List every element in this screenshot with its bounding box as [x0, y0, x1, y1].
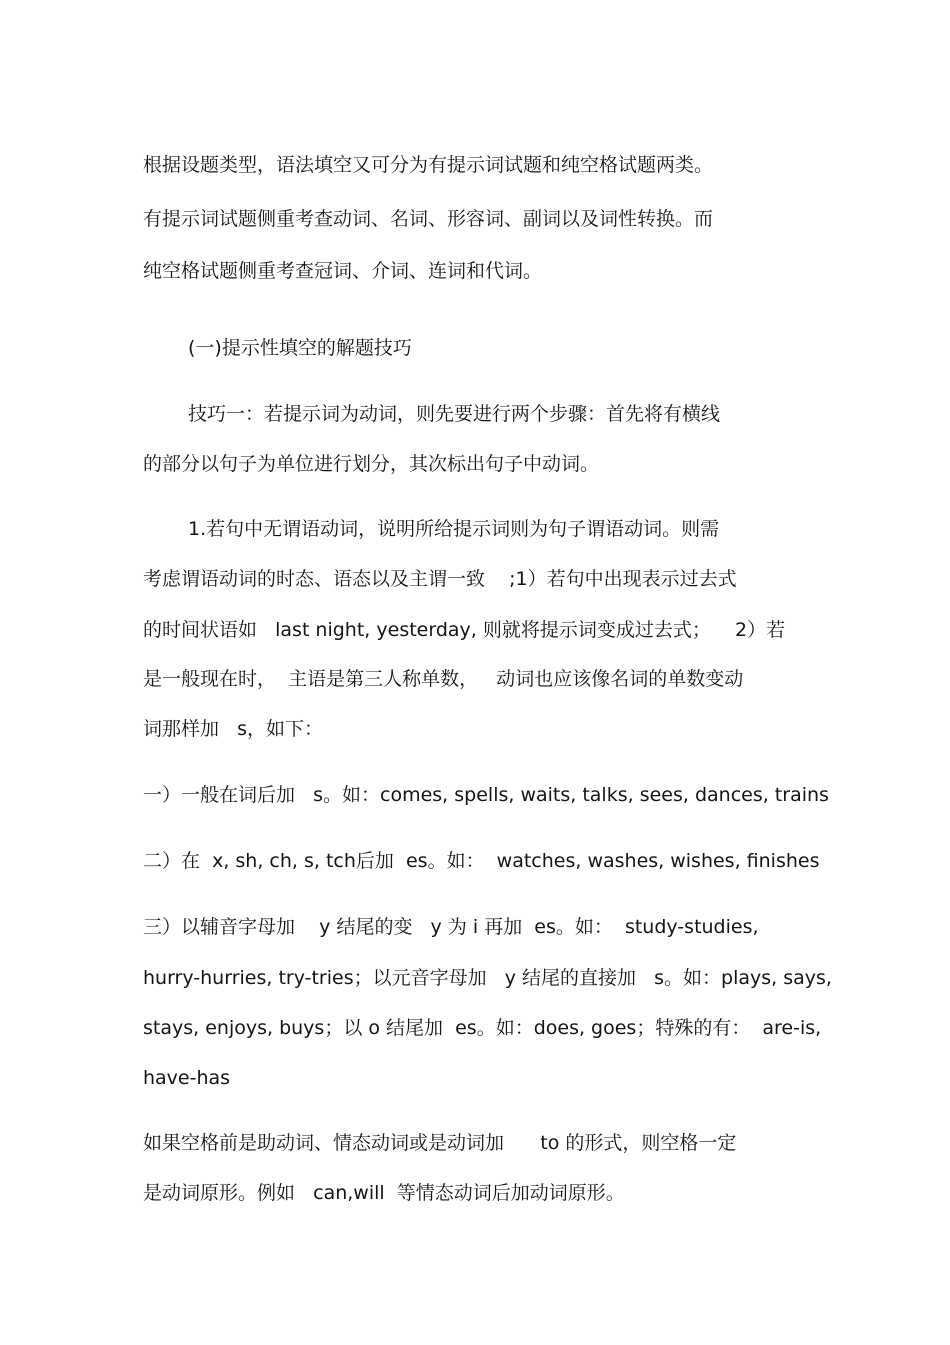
list-item: 一）一般在词后加 s。如：comes, spells, waits, talks, sees, dances, trains [143, 784, 829, 806]
paragraph-line: 如果空格前是助动词、情态动词或是动词加 to 的形式，则空格一定 [143, 1132, 737, 1154]
paragraph-line: 1.若句中无谓语动词，说明所给提示词则为句子谓语动词。则需 [188, 518, 720, 540]
paragraph-line: 的部分以句子为单位进行划分，其次标出句子中动词。 [143, 453, 600, 475]
paragraph-line: 纯空格试题侧重考查冠词、介词、连词和代词。 [143, 260, 543, 282]
list-item: 二）在 x, sh, ch, s, tch后加 es。如： watches, washes, wishes, finishes [143, 850, 820, 872]
paragraph-line: 是动词原形。例如 can,will 等情态动词后加动词原形。 [143, 1182, 625, 1204]
paragraph-line: hurry-hurries, try-tries；以元音字母加 y 结尾的直接加 s。如：plays, says, [143, 967, 832, 989]
paragraph-line: 有提示词试题侧重考查动词、名词、形容词、副词以及词性转换。而 [143, 208, 714, 230]
paragraph-line: 词那样加 s，如下： [143, 718, 324, 740]
paragraph-line: stays, enjoys, buys；以 o 结尾加 es。如：does, goes；特殊的有： are-is, [143, 1017, 822, 1039]
section-heading: (一)提示性填空的解题技巧 [188, 337, 412, 359]
paragraph-line: have-has [143, 1067, 231, 1089]
paragraph-line: 根据设题类型，语法填空又可分为有提示词试题和纯空格试题两类。 [143, 154, 714, 176]
paragraph-line: 考虑谓语动词的时态、语态以及主谓一致 ;1）若句中出现表示过去式 [143, 568, 737, 590]
paragraph-line: 是一般现在时， 主语是第三人称单数， 动词也应该像名词的单数变动 [143, 668, 744, 690]
paragraph-line: 技巧一：若提示词为动词，则先要进行两个步骤：首先将有横线 [188, 403, 721, 425]
paragraph-line: 的时间状语如 last night, yesterday, 则就将提示词变成过去式； 2）若 [143, 619, 786, 641]
list-item: 三）以辅音字母加 y 结尾的变 y 为 i 再加 es。如： study-studies, [143, 916, 759, 938]
